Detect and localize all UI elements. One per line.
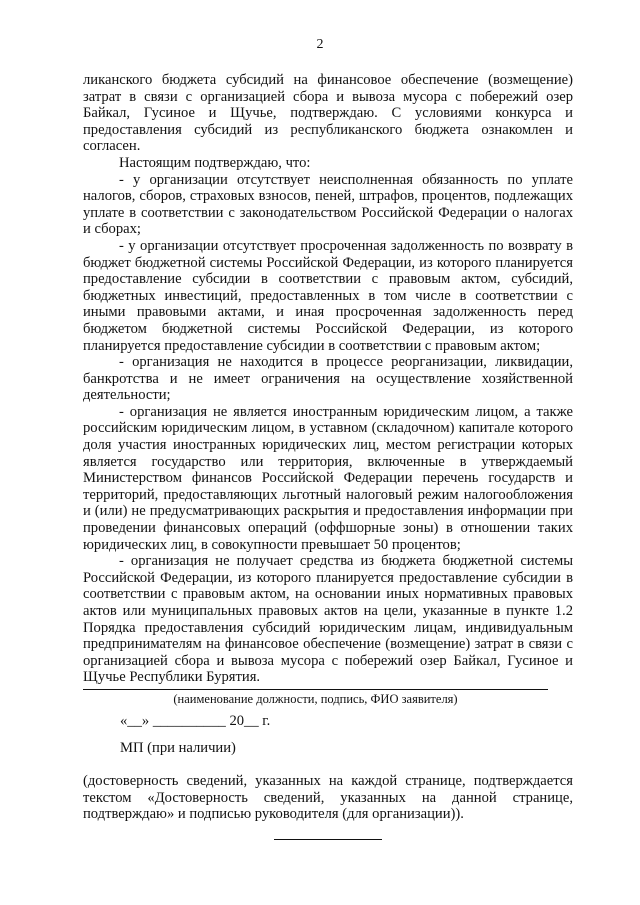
footer-note: (достоверность сведений, указанных на каждой странице, подтверждается текстом «Достоверность сведений, указанных на данной странице, подтверждаю» и подписью руководителя (для организации)). bbox=[83, 773, 573, 823]
body-text bbox=[83, 72, 573, 686]
paragraph-overdue-debt: - у организации отсутствует просроченная задолженность по возврату в бюджет бюджетной системы Российской Федерации, из которого планируется предоставление субсидии в соответствии с правовым актом, субсидий, бюджетных инвестиций, предоставленных в том числе в соответствии с иными правовыми актами, и иная просроченная задолженность перед бюджетом бюджетной системы Российской Федерации, из которого планируется предоставление субсидии в соответствии с правовым актом; bbox=[83, 237, 573, 354]
paragraph-reorganization: - организация не находится в процессе реорганизации, ликвидации, банкротства и не имеет ограничения на осуществление хозяйственной деятельности; bbox=[83, 354, 573, 404]
date-line: «__» __________ 20__ г. bbox=[120, 713, 271, 729]
page-number: 2 bbox=[316, 37, 324, 52]
paragraph-continuation: ликанского бюджета субсидий на финансовое обеспечение (возмещение) затрат в связи с организацией сбора и вывоза мусора с побережий озер Байкал, Гусиное и Щучье, подтверждаю. С условиями конкурса и предоставления субсидий из республиканского бюджета ознакомлен и согласен. bbox=[83, 72, 573, 155]
signature-block bbox=[83, 684, 548, 707]
paragraph-confirmation-intro: Настоящим подтверждаю, что: bbox=[119, 154, 311, 171]
signature-line bbox=[83, 684, 548, 690]
paragraph-budget-funds: - организация не получает средства из бюджета бюджетной системы Российской Федерации, из которого планируется предоставление субсидии в соответствии с правовым актом, на основании иных нормативных правовых актов или муниципальных правовых актов на цели, указанные в пункте 1.2 Порядка предоставления субсидий юридическим лицам, индивидуальным предпринимателям на финансовое обеспечение (возмещение) затрат в связи с организацией сбора и вывоза мусора с побережий озер Байкал, Гусиное и Щучье Республики Бурятия. bbox=[83, 553, 573, 686]
paragraph-foreign-entity: - организация не является иностранным юридическим лицом, а также российским юридическим лицом, в уставном (складочном) капитале которого доля участия иностранных юридических лиц, местом регистрации которых является государство или территория, включенные в утверждаемый Министерством финансов Российской Федерации перечень государств и территорий, предоставляющих льготный налоговый режим налогообложения и (или) не предусматривающих раскрытия и предоставления информации при проведении финансовых операций (оффшорные зоны) в отношении таких юридических лиц, в совокупности превышает 50 процентов; bbox=[83, 403, 573, 553]
closing-rule bbox=[274, 839, 382, 840]
signature-caption: (наименование должности, подпись, ФИО заявителя) bbox=[173, 692, 458, 706]
stamp-note: МП (при наличии) bbox=[120, 740, 236, 756]
paragraph-tax-obligations: - у организации отсутствует неисполненная обязанность по уплате налогов, сборов, страховых взносов, пеней, штрафов, процентов, подлежащих уплате в соответствии с законодательством Российской Федерации о налогах и сборах; bbox=[83, 171, 573, 238]
